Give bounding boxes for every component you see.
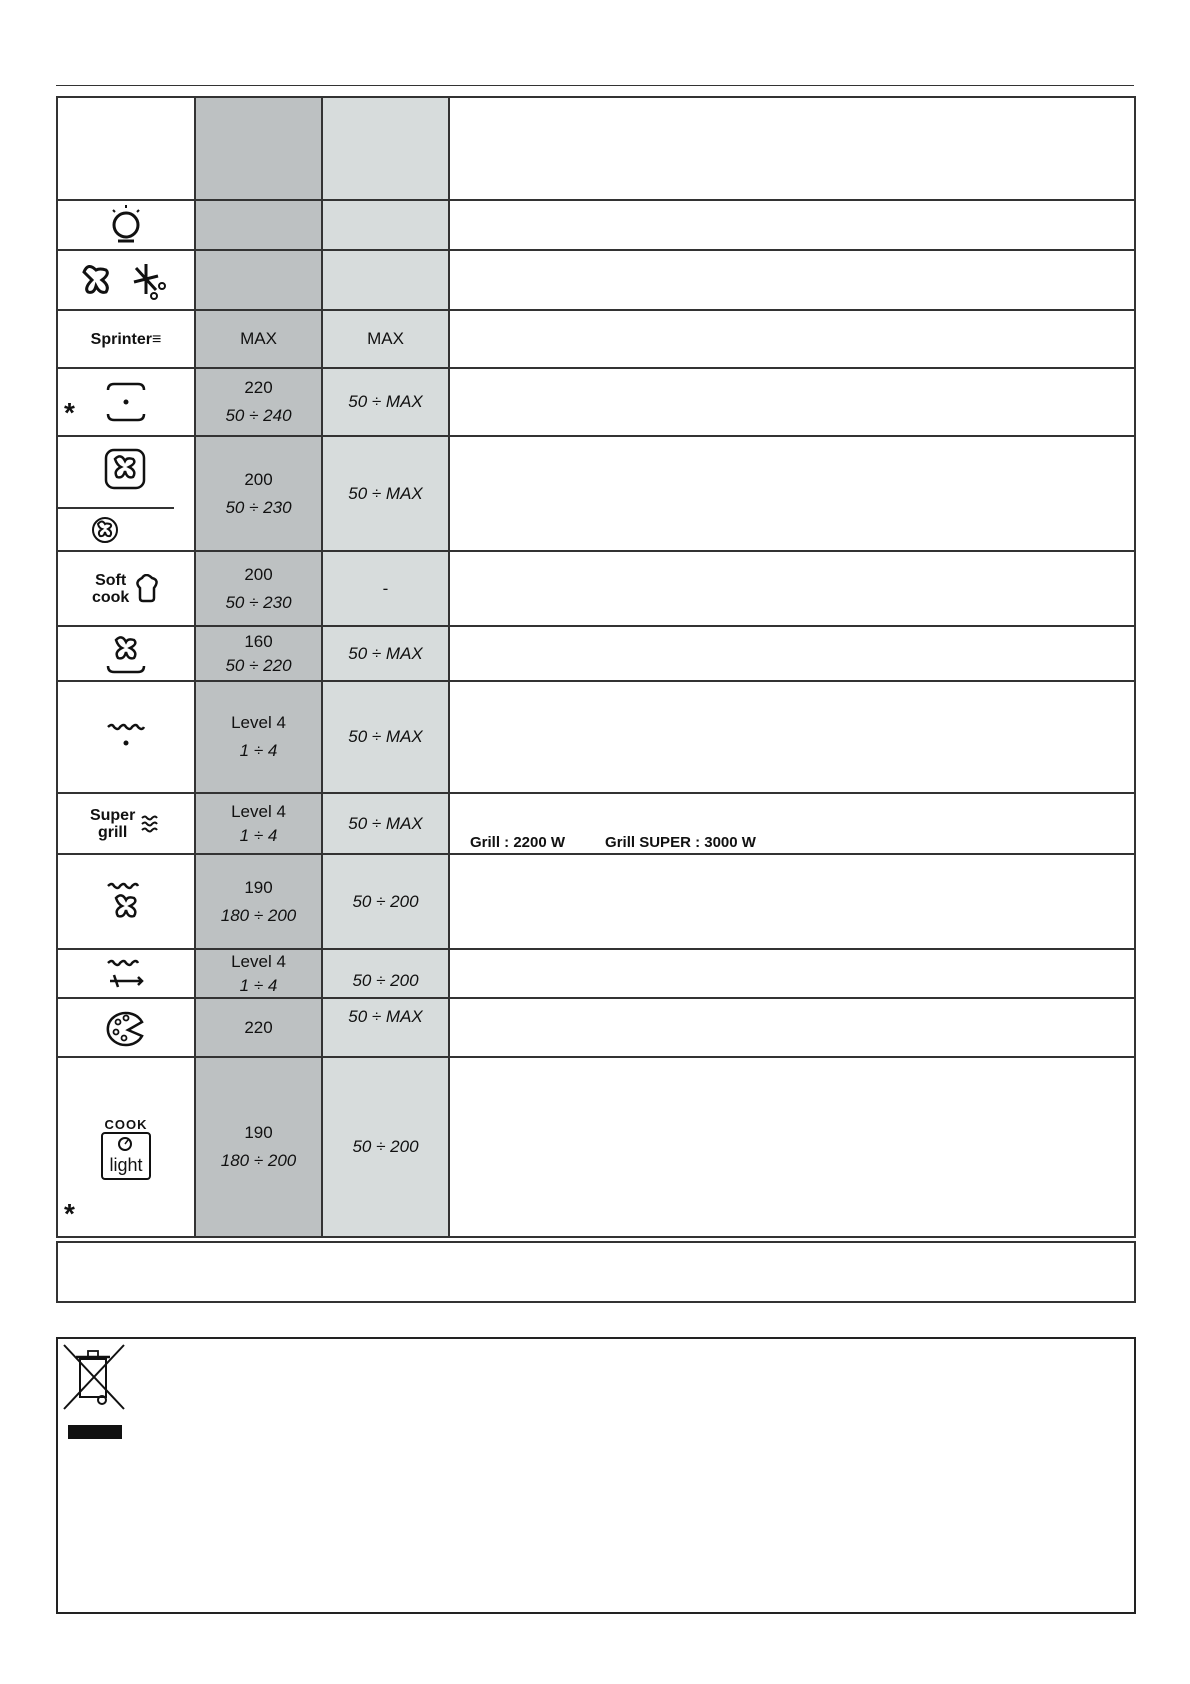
- soft-cook-icon: Soft cook: [57, 551, 195, 626]
- table-row: [57, 250, 1135, 310]
- description-cell: [449, 250, 1135, 310]
- grill-icon: [57, 681, 195, 793]
- footnote-star: *: [64, 1198, 75, 1229]
- description-cell: [449, 310, 1135, 368]
- separate-collection-bar: [68, 1425, 122, 1439]
- note-box: [56, 1241, 1136, 1303]
- table-row: [57, 626, 1135, 681]
- description-cell: [449, 368, 1135, 436]
- table-row: [57, 793, 1135, 854]
- grill-rotisserie-icon: [57, 949, 195, 998]
- pizza-icon: [57, 998, 195, 1057]
- microwave-cell: 50 ÷ 200: [322, 1057, 449, 1237]
- grill-power-value: Grill : 2200 W: [470, 834, 566, 851]
- fan-ring-heat-icon: [57, 436, 195, 551]
- microwave-cell: 50 ÷ 200: [322, 949, 449, 998]
- weee-disposal-box: [56, 1337, 1136, 1614]
- sprinter-icon: Sprinter≡: [57, 310, 195, 368]
- crossed-out-wheelie-bin-icon: [62, 1343, 128, 1418]
- temp-cell: 190 180 ÷ 200: [195, 1057, 322, 1237]
- cook-light-icon: COOK light *: [57, 1057, 195, 1237]
- defrost-fan-icon: [57, 250, 195, 310]
- description-cell: [449, 436, 1135, 551]
- table-row: [57, 551, 1135, 626]
- temp-cell: 220 50 ÷ 240: [195, 368, 322, 436]
- fan-bottom-heat-icon: [57, 626, 195, 681]
- description-cell: [449, 626, 1135, 681]
- microwave-cell: [322, 200, 449, 250]
- footnote-star: *: [64, 397, 75, 428]
- microwave-cell: 50 ÷ MAX: [322, 998, 449, 1057]
- microwave-cell: MAX: [322, 310, 449, 368]
- table-row: [57, 310, 1135, 368]
- temp-cell: Level 4 1 ÷ 4: [195, 793, 322, 854]
- description-cell: [449, 998, 1135, 1057]
- temp-cell: Level 4 1 ÷ 4: [195, 681, 322, 793]
- sprinter-icon-label: Sprinter: [90, 331, 152, 348]
- temp-cell: 160 50 ÷ 220: [195, 626, 322, 681]
- header-temp-cell: [195, 97, 322, 200]
- table-row: [57, 436, 1135, 551]
- table-row: [57, 1057, 1135, 1237]
- microwave-cell: 50 ÷ MAX: [322, 793, 449, 854]
- temp-cell: Level 4 1 ÷ 4: [195, 949, 322, 998]
- temp-cell: 200 50 ÷ 230: [195, 551, 322, 626]
- description-cell: [449, 793, 1135, 854]
- description-cell: [449, 200, 1135, 250]
- header-icon-cell: [57, 97, 195, 200]
- grill-super-power-value: Grill SUPER : 3000 W: [605, 834, 756, 851]
- description-cell: [449, 681, 1135, 793]
- microwave-cell: -: [322, 551, 449, 626]
- grill-power-ratings: [470, 834, 796, 851]
- temp-cell: 200 50 ÷ 230: [195, 436, 322, 551]
- microwave-cell: [322, 250, 449, 310]
- table-row: [57, 200, 1135, 250]
- microwave-cell: 50 ÷ MAX: [322, 436, 449, 551]
- temp-cell: 190 180 ÷ 200: [195, 854, 322, 949]
- microwave-cell: 50 ÷ MAX: [322, 681, 449, 793]
- table-row: [57, 368, 1135, 436]
- description-cell: [449, 1057, 1135, 1237]
- top-rule: [56, 85, 1134, 86]
- fan-grill-icon: [57, 854, 195, 949]
- temp-cell: [195, 200, 322, 250]
- oven-lamp-icon: [57, 200, 195, 250]
- microwave-cell: 50 ÷ MAX: [322, 368, 449, 436]
- header-description-cell: [449, 97, 1135, 200]
- description-cell: [449, 949, 1135, 998]
- super-grill-icon: Super grill: [57, 793, 195, 854]
- microwave-cell: 50 ÷ MAX: [322, 626, 449, 681]
- top-bottom-heat-icon: [57, 368, 195, 436]
- table-row: [57, 681, 1135, 793]
- table-row: [57, 854, 1135, 949]
- temp-cell: 220: [195, 998, 322, 1057]
- description-cell: [449, 551, 1135, 626]
- microwave-cell: 50 ÷ 200: [322, 854, 449, 949]
- oven-functions-table: [56, 96, 1136, 1238]
- temp-cell: MAX: [195, 310, 322, 368]
- description-cell: [449, 854, 1135, 949]
- header-microwave-cell: [322, 97, 449, 200]
- table-row: [57, 998, 1135, 1057]
- table-row: [57, 949, 1135, 998]
- temp-cell: [195, 250, 322, 310]
- table-header-row: [57, 97, 1135, 200]
